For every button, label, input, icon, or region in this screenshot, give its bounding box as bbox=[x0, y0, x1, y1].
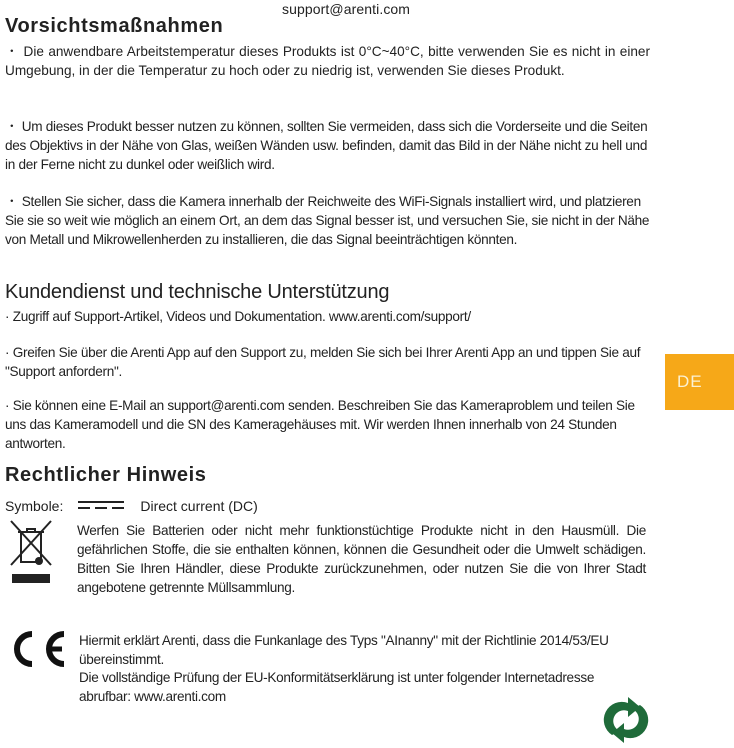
language-tab-de bbox=[665, 354, 734, 410]
precaution-item: ・ Stellen Sie sicher, dass die Kamera innerhalb der Reichweite des WiFi-Signals installiert wird, und platzieren Sie sie so weit wie möglich an einem Ort, an dem das Signal besser ist, und versuchen Sie, sie nicht in der Nähe von Metall und Mikrowellenherden zu installieren, die das Signal beeinträchtigen könnten. bbox=[5, 194, 650, 247]
precautions-title: Vorsichtsmaßnahmen bbox=[5, 15, 224, 37]
header-email: support@arenti.com bbox=[282, 1, 411, 17]
ce-declaration-text: Hiermit erklärt Arenti, dass die Funkanlage des Typs "AInanny" mit der Richtlinie 2014/53/EU übereinstimmt. bbox=[79, 633, 609, 667]
support-item: · Sie können eine E-Mail an support@arenti.com senden. Beschreiben Sie das Kameraproblem und teilen Sie uns das Kameramodell und die SN des Kameragehäuses mit. Wir werden Ihnen innerhalb von 24 Stunden antworten. bbox=[5, 398, 635, 451]
ce-mark-icon bbox=[8, 630, 70, 668]
precaution-item: ・ Um dieses Produkt besser nutzen zu können, sollten Sie vermeiden, dass sich die Vorderseite und die Seiten des Objektivs in der Nähe von Glas, weißen Wänden usw. befinden, damit das Bild in der Nähe nicht zu hell und in der Ferne nicht zu dunkel oder weißlich wird. bbox=[5, 119, 648, 172]
precaution-item: ・ Die anwendbare Arbeitstemperatur dieses Produkts ist 0°C~40°C, bitte verwenden Sie es nicht in einer Umgebung, in der die Temperatur zu hoch oder zu niedrig ist, verwenden Sie dieses Produkt. bbox=[5, 44, 650, 78]
ce-conformity-text: Die vollständige Prüfung der EU-Konformitätserklärung ist unter folgender Internetadresse abrufbar: www.arenti.com bbox=[79, 670, 595, 704]
direct-current-icon bbox=[78, 501, 124, 511]
symbol-row bbox=[5, 498, 258, 514]
dc-text: Direct current (DC) bbox=[140, 498, 258, 514]
support-item: · Zugriff auf Support-Artikel, Videos und Dokumentation. www.arenti.com/support/ bbox=[5, 309, 471, 324]
weee-bin-icon bbox=[8, 518, 54, 588]
support-title: Kundendienst und technische Unterstützung bbox=[5, 281, 390, 303]
weee-text: Werfen Sie Batterien oder nicht mehr funktionstüchtige Produkte nicht in den Hausmüll. Die gefährlichen Stoffe, die sie enthalten können, können die Gesundheit oder die Umwelt schädigen. Bitten Sie Ihren Händler, diese Produkte zurückzunehmen, oder nutzen Sie die von Ihrer Stadt angebotene getrennte Müllsammlung. bbox=[77, 523, 646, 595]
language-tab-label: DE bbox=[677, 372, 703, 391]
symbols-label: Symbole: bbox=[5, 498, 64, 514]
legal-title: Rechtlicher Hinweis bbox=[5, 464, 207, 486]
green-dot-recycling-icon bbox=[598, 695, 654, 745]
support-item: · Greifen Sie über die Arenti App auf den Support zu, melden Sie sich bei Ihrer Arenti App an und tippen Sie auf "Support anfordern". bbox=[5, 345, 641, 379]
